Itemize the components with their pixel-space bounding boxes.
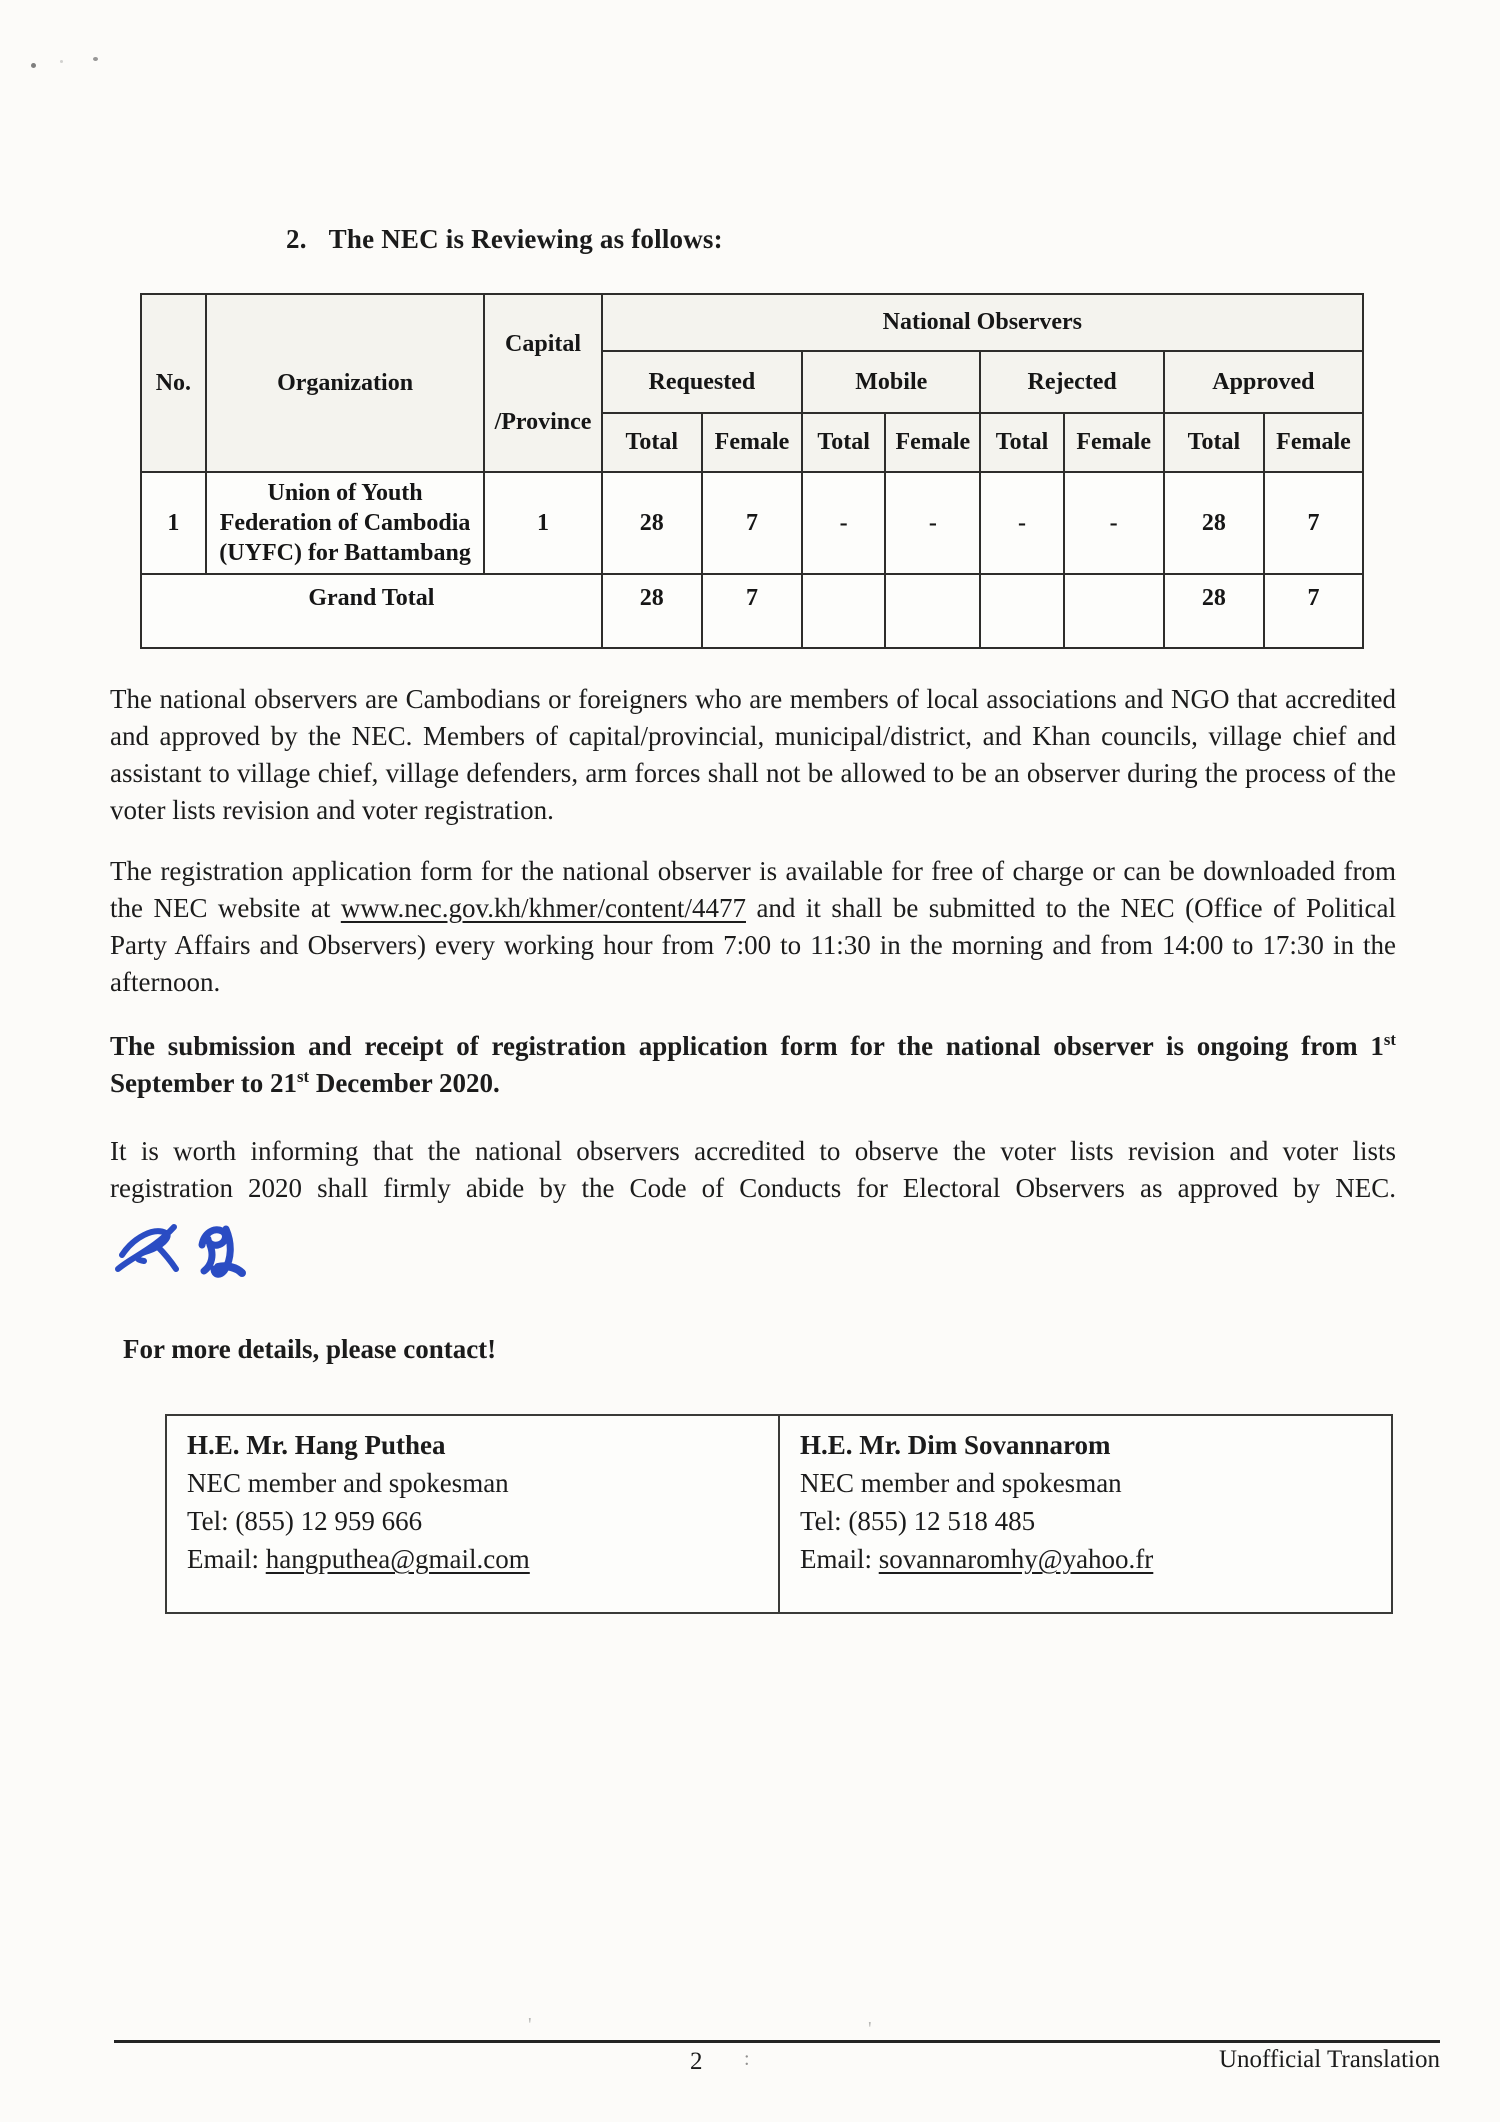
cell-mobile-female: - <box>885 472 980 574</box>
superscript-st: st <box>1383 1030 1396 1049</box>
subcol-total: Total <box>802 413 885 472</box>
paragraph-observers-definition: The national observers are Cambodians or foreigners who are members of local associations and NGO that accredited and approved by the NEC. Members of capital/provincial, municipal/district, and Khan councils, village chief and assistant to village chief, village defenders, arm forces shall not be allowed to be an observer during the process of the voter lists revision and voter registration. <box>110 684 1396 825</box>
cell-rejected-female: - <box>1064 472 1164 574</box>
scan-speck <box>31 63 36 68</box>
contact-name: H.E. Mr. Hang Puthea <box>187 1430 446 1460</box>
col-header-national-observers: National Observers <box>602 294 1363 351</box>
col-header-organization: Organization <box>206 294 485 472</box>
col-group-mobile: Mobile <box>802 351 980 413</box>
col-group-approved: Approved <box>1164 351 1363 413</box>
handwritten-initials-signature <box>114 1207 254 1289</box>
subcol-female: Female <box>702 413 802 472</box>
section-heading <box>286 224 723 255</box>
observers-table <box>140 293 1364 649</box>
contact-card-dim-sovannarom <box>778 1416 1391 1612</box>
col-group-requested: Requested <box>602 351 802 413</box>
grand-total-requested-female: 7 <box>702 574 802 648</box>
email-link[interactable]: sovannaromhy@yahoo.fr <box>878 1544 1154 1574</box>
subcol-female: Female <box>1264 413 1363 472</box>
contact-email-line: Email: sovannaromhy@yahoo.fr <box>800 1544 1154 1574</box>
paragraph-registration-form: The registration application form for the national observer is available for free of charge or can be downloaded from the NEC website at www.nec.gov.kh/khmer/content/4477 and it shall be submitted to the NEC (Office of Political Party Affairs and Observers) every working hour from 7:00 to 11:30 in the morning and from 14:00 to 17:30 in the afternoon. <box>110 856 1396 997</box>
contact-tel: Tel: (855) 12 518 485 <box>800 1506 1036 1536</box>
subcol-total: Total <box>602 413 702 472</box>
grand-total-approved-total: 28 <box>1164 574 1264 648</box>
grand-total-mobile-female <box>885 574 980 648</box>
paragraph-submission-period: The submission and receipt of registration application form for the national observer is ongoing from 1st September to 21st December 2020. <box>110 1030 1396 1098</box>
contact-name: H.E. Mr. Dim Sovannarom <box>800 1430 1111 1460</box>
cell-approved-total: 28 <box>1164 472 1264 574</box>
grand-total-rejected-female <box>1064 574 1164 648</box>
scan-mark: ' <box>528 2014 532 2036</box>
superscript-st: st <box>296 1067 310 1086</box>
contact-title: NEC member and spokesman <box>800 1468 1122 1498</box>
cell-requested-female: 7 <box>702 472 802 574</box>
cell-requested-total: 28 <box>602 472 702 574</box>
grand-total-requested-total: 28 <box>602 574 702 648</box>
cell-approved-female: 7 <box>1264 472 1363 574</box>
contact-tel: Tel: (855) 12 959 666 <box>187 1506 423 1536</box>
cell-mobile-total: - <box>802 472 885 574</box>
contact-heading: For more details, please contact! <box>123 1334 497 1364</box>
subcol-female: Female <box>885 413 980 472</box>
scan-speck <box>60 60 63 63</box>
subcol-total: Total <box>1164 413 1264 472</box>
page-number: 2 <box>690 2048 703 2075</box>
contact-table <box>165 1414 1393 1614</box>
table-row <box>141 472 1363 574</box>
contact-email-line: Email: hangputhea@gmail.com <box>187 1544 530 1574</box>
cell-no: 1 <box>141 472 206 574</box>
section-number: 2. <box>286 224 307 254</box>
subcol-female: Female <box>1064 413 1164 472</box>
grand-total-approved-female: 7 <box>1264 574 1363 648</box>
scan-speck <box>93 57 98 61</box>
col-header-capital-province: Capital /Province <box>484 294 601 472</box>
scan-mark: : <box>744 2048 750 2070</box>
grand-total-row <box>141 574 1363 648</box>
col-group-rejected: Rejected <box>980 351 1163 413</box>
cell-organization: Union of Youth Federation of Cambodia (UYFC) for Battambang <box>206 472 485 574</box>
nec-website-link[interactable]: www.nec.gov.kh/khmer/content/4477 <box>340 893 746 923</box>
contact-title: NEC member and spokesman <box>187 1468 509 1498</box>
grand-total-rejected-total <box>980 574 1063 648</box>
cell-rejected-total: - <box>980 472 1063 574</box>
section-title: The NEC is Reviewing as follows: <box>328 224 723 254</box>
footer-divider <box>114 2040 1440 2043</box>
col-header-no: No. <box>141 294 206 472</box>
email-link[interactable]: hangputhea@gmail.com <box>265 1544 530 1574</box>
grand-total-mobile-total <box>802 574 885 648</box>
footer-note: Unofficial Translation <box>1218 2046 1440 2073</box>
paragraph-code-of-conduct: It is worth informing that the national observers accredited to observe the voter lists revision and voter lists registration 2020 shall firmly abide by the Code of Conducts for Electoral Observers as approved by NEC. <box>110 1133 1396 1289</box>
cell-capital-province: 1 <box>484 472 601 574</box>
contact-card-hang-puthea <box>167 1416 778 1612</box>
scan-mark: ' <box>868 2018 872 2040</box>
grand-total-label: Grand Total <box>141 574 602 648</box>
subcol-total: Total <box>980 413 1063 472</box>
